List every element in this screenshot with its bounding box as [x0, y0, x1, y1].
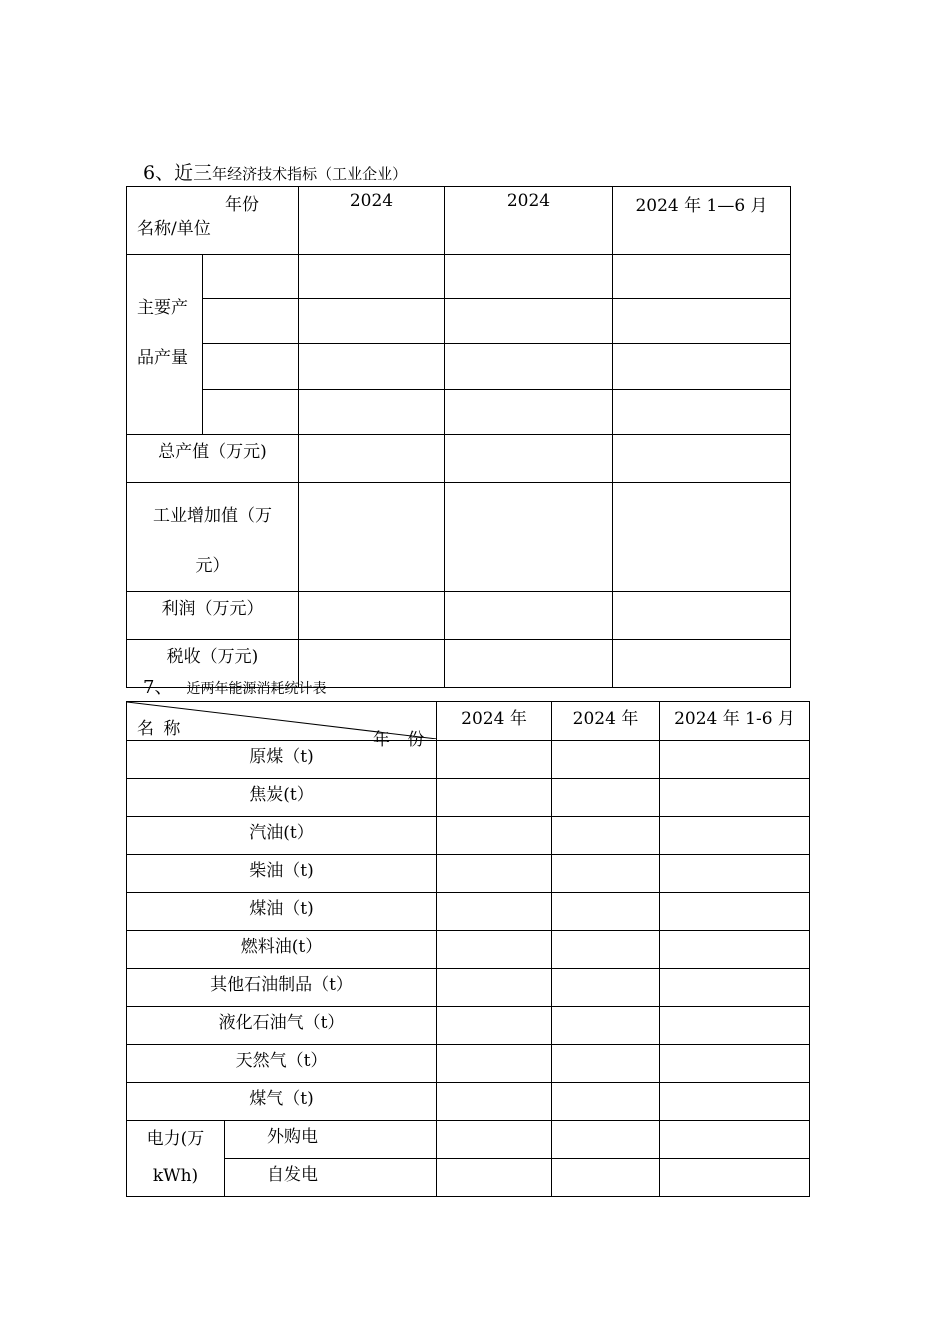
- data-cell[interactable]: [552, 1045, 660, 1083]
- section7-heading-number: 7、: [143, 677, 173, 698]
- corner-name-label: 名 称: [137, 719, 183, 739]
- energy-row: [127, 1083, 810, 1121]
- product-name-cell[interactable]: [203, 255, 299, 299]
- data-cell[interactable]: [437, 969, 552, 1007]
- data-cell[interactable]: [660, 779, 810, 817]
- data-cell[interactable]: [445, 592, 613, 640]
- year-header: 2024 年: [437, 702, 552, 741]
- data-cell[interactable]: [660, 893, 810, 931]
- data-cell[interactable]: [437, 1007, 552, 1045]
- data-cell[interactable]: [437, 1121, 552, 1159]
- data-cell[interactable]: [613, 592, 791, 640]
- product-row: [127, 390, 791, 435]
- year-header: 2024: [445, 187, 613, 255]
- product-name-cell[interactable]: [203, 299, 299, 344]
- gross-output-label: 总产值（万元): [127, 435, 299, 483]
- corner-year-label: 年 份: [373, 730, 431, 750]
- data-cell[interactable]: [437, 741, 552, 779]
- header-row: [127, 702, 810, 741]
- data-cell[interactable]: [299, 344, 445, 390]
- header-row: [127, 187, 791, 255]
- data-cell[interactable]: [552, 1083, 660, 1121]
- data-cell[interactable]: [552, 741, 660, 779]
- data-cell[interactable]: [660, 817, 810, 855]
- section7-heading-title: 近两年能源消耗统计表: [186, 681, 327, 697]
- year-header: 2024: [299, 187, 445, 255]
- data-cell[interactable]: [445, 299, 613, 344]
- energy-row: [127, 855, 810, 893]
- energy-name: 煤气（t): [127, 1083, 437, 1121]
- energy-name: 原煤（t): [127, 741, 437, 779]
- main-products-label-cell: [127, 255, 203, 435]
- energy-name: 液化石油气（t）: [127, 1007, 437, 1045]
- data-cell[interactable]: [613, 640, 791, 688]
- data-cell[interactable]: [552, 1159, 660, 1197]
- power-sub-label: 自发电: [225, 1159, 437, 1197]
- value-added-row: [127, 483, 791, 592]
- power-row: [127, 1159, 810, 1197]
- corner-name-label: 名称/单位: [137, 219, 211, 239]
- data-cell[interactable]: [299, 435, 445, 483]
- data-cell[interactable]: [613, 299, 791, 344]
- energy-row: [127, 741, 810, 779]
- energy-row: [127, 1045, 810, 1083]
- year-header: 2024 年: [552, 702, 660, 741]
- economic-indicators-table: [126, 186, 791, 688]
- main-products-label-line2: 品产量: [137, 348, 188, 368]
- product-row: [127, 344, 791, 390]
- data-cell[interactable]: [445, 435, 613, 483]
- energy-row: [127, 1007, 810, 1045]
- section7-heading: [143, 679, 326, 697]
- energy-name: 焦炭(t）: [127, 779, 437, 817]
- data-cell[interactable]: [445, 255, 613, 299]
- power-sub-label: 外购电: [225, 1121, 437, 1159]
- data-cell[interactable]: [437, 1083, 552, 1121]
- data-cell[interactable]: [613, 390, 791, 435]
- data-cell[interactable]: [437, 1045, 552, 1083]
- data-cell[interactable]: [445, 483, 613, 592]
- corner-header-cell: [127, 187, 299, 255]
- energy-name: 天然气（t）: [127, 1045, 437, 1083]
- gross-output-row: [127, 435, 791, 483]
- data-cell[interactable]: [660, 1045, 810, 1083]
- year-header: 2024 年 1—6 月: [613, 187, 791, 255]
- energy-row: [127, 893, 810, 931]
- value-added-label-cell: [127, 483, 299, 592]
- power-label-cell: [127, 1121, 225, 1197]
- data-cell[interactable]: [552, 779, 660, 817]
- energy-row: [127, 969, 810, 1007]
- data-cell[interactable]: [299, 255, 445, 299]
- energy-name: 汽油(t）: [127, 817, 437, 855]
- energy-row: [127, 817, 810, 855]
- section6-heading-title: 年经济技术指标（工业企业）: [212, 165, 408, 183]
- data-cell[interactable]: [437, 779, 552, 817]
- data-cell[interactable]: [660, 855, 810, 893]
- power-row: [127, 1121, 810, 1159]
- tax-label: 税收（万元): [127, 640, 299, 688]
- product-row: [127, 299, 791, 344]
- energy-name: 柴油（t): [127, 855, 437, 893]
- data-cell[interactable]: [437, 893, 552, 931]
- data-cell[interactable]: [552, 893, 660, 931]
- product-name-cell[interactable]: [203, 390, 299, 435]
- corner-year-label: 年份: [225, 195, 259, 215]
- data-cell[interactable]: [660, 1121, 810, 1159]
- product-name-cell[interactable]: [203, 344, 299, 390]
- data-cell[interactable]: [445, 640, 613, 688]
- section6-heading-number: 6、近三: [143, 162, 213, 184]
- energy-consumption-table: [126, 701, 810, 1197]
- energy-name: 燃料油(t）: [127, 931, 437, 969]
- data-cell[interactable]: [437, 855, 552, 893]
- energy-name: 煤油（t): [127, 893, 437, 931]
- data-cell[interactable]: [613, 255, 791, 299]
- data-cell[interactable]: [299, 592, 445, 640]
- corner-header-cell: [127, 702, 437, 750]
- data-cell[interactable]: [552, 817, 660, 855]
- data-cell[interactable]: [437, 1159, 552, 1197]
- data-cell[interactable]: [660, 1159, 810, 1197]
- main-products-label-line1: 主要产: [137, 298, 188, 318]
- profit-label: 利润（万元）: [127, 592, 299, 640]
- product-row: [127, 255, 791, 299]
- data-cell[interactable]: [613, 483, 791, 592]
- data-cell[interactable]: [660, 741, 810, 779]
- energy-name: 其他石油制品（t）: [127, 969, 437, 1007]
- section6-heading: [143, 164, 407, 183]
- data-cell[interactable]: [552, 1121, 660, 1159]
- profit-row: [127, 592, 791, 640]
- data-cell[interactable]: [299, 483, 445, 592]
- data-cell[interactable]: [299, 390, 445, 435]
- energy-row: [127, 931, 810, 969]
- data-cell[interactable]: [552, 1007, 660, 1045]
- data-cell[interactable]: [660, 1007, 810, 1045]
- data-cell[interactable]: [299, 299, 445, 344]
- data-cell[interactable]: [445, 390, 613, 435]
- data-cell[interactable]: [437, 817, 552, 855]
- year-header: 2024 年 1-6 月: [660, 702, 810, 741]
- value-added-label: 工业增加值（万元）: [153, 506, 272, 576]
- data-cell[interactable]: [437, 931, 552, 969]
- data-cell[interactable]: [613, 344, 791, 390]
- data-cell[interactable]: [660, 931, 810, 969]
- data-cell[interactable]: [613, 435, 791, 483]
- data-cell[interactable]: [445, 344, 613, 390]
- energy-row: [127, 779, 810, 817]
- data-cell[interactable]: [552, 855, 660, 893]
- data-cell[interactable]: [660, 969, 810, 1007]
- data-cell[interactable]: [552, 969, 660, 1007]
- power-label: 电力(万kWh): [146, 1129, 205, 1186]
- data-cell[interactable]: [552, 931, 660, 969]
- data-cell[interactable]: [660, 1083, 810, 1121]
